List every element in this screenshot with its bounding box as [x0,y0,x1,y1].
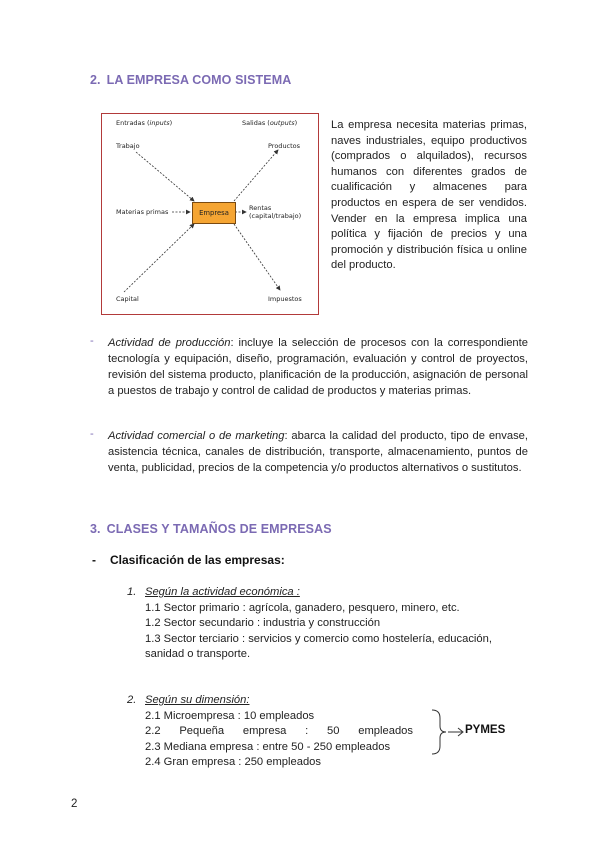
classification-dash: - [92,553,96,567]
section-2-number: 2. [90,73,101,87]
bullet-production-text: : incluye la selección de procesos con la correspondiente tecnología y equipación, diseño, programación, evaluación y control de proyectos, revisión del sistema producto, planificación de la producción, asignación de personal a puestos de trabajo y control de calidad de productos y materias primas. [108,337,528,397]
arrow-capital [124,224,194,292]
bullet-1-dash: - [90,335,94,347]
inputs-label: inputs [149,119,170,127]
size-list-header [127,693,437,709]
side-paragraph: La empresa necesita materias primas, naves industriales, equipo productivos (comprados o alquilados), recursos humanos con diferentes grados de cualificación y almacenes para productos en espera de ser vendidos. Vender en la empresa implica una política y fijación de precios y una promoción y distribución física u online del producto. [331,119,527,272]
bullet-2-dash: - [90,428,94,440]
arrow-impuestos [234,224,280,290]
bullet-production-term: Actividad de producción [108,337,231,349]
bullet-marketing-term: Actividad comercial o de marketing [108,430,285,442]
section-3-number: 3. [90,522,101,536]
activity-item: 1.3 Sector terciario : servicios y comercio como hostelería, educación, sanidad o transporte. [145,632,492,661]
section-2-heading [90,73,291,87]
label-impuestos: Impuestos [268,295,302,303]
activity-title: Según la actividad económica : [145,586,300,598]
size-item: 2.3 Mediana empresa : entre 50 - 250 empleados [145,740,391,753]
empresa-box: Empresa [192,202,236,224]
activity-number: 1. [127,586,137,598]
section-3-heading [90,522,332,536]
outputs-header: Salidas (outputs) [242,119,298,127]
size-item: 2.1 Microempresa : 10 empleados [145,709,315,722]
arrow-trabajo [136,152,194,201]
brace-arrow [428,708,468,756]
label-trabajo: Trabajo [116,142,140,150]
activity-list [127,585,527,663]
pymes-label: PYMES [465,724,506,736]
label-materias-primas: Materias primas [116,208,169,216]
size-list [127,693,437,771]
label-productos: Productos [268,142,301,150]
label-capital: Capital [116,295,139,303]
size-item: 2.4 Gran empresa : 250 empleados [145,756,321,769]
activity-item: 1.1 Sector primario : agrícola, ganadero, pesquero, minero, etc. [145,601,460,614]
classification-heading [92,553,285,567]
inputs-title: Entradas [116,119,145,127]
classification-title: Clasificación de las empresas: [110,553,285,567]
outputs-label: outputs [269,119,295,127]
page-number: 2 [71,798,78,810]
activity-list-header [127,585,527,601]
bullet-marketing-text: : abarca la calidad del producto, tipo de envase, asistencia técnica, canales de distribución, transporte, almacenamiento, puntos de venta, publicidad, precios de la competencia y/o productos alternativos o sustitutos. [108,430,528,474]
size-title: Según su dimensión: [145,694,250,706]
size-number: 2. [127,694,137,706]
empresa-system-diagram [101,113,319,315]
section-3-title: CLASES Y TAMAÑOS DE EMPRESAS [106,522,332,536]
label-rentas: Rentas [249,204,272,212]
size-items [127,709,413,771]
arrow-productos [234,150,278,201]
size-item: 2.2 Pequeña empresa : 50 empleados [145,725,413,738]
bullet-production [108,335,528,399]
section-2-title: LA EMPRESA COMO SISTEMA [106,73,292,87]
outputs-title: Salidas [242,119,266,127]
label-rentas-detail: (capital/trabajo) [249,212,302,220]
bullet-marketing [108,428,528,476]
activity-items [127,601,527,663]
inputs-header: Entradas (inputs) [116,119,173,127]
activity-item: 1.2 Sector secundario : industria y construcción [145,617,381,630]
